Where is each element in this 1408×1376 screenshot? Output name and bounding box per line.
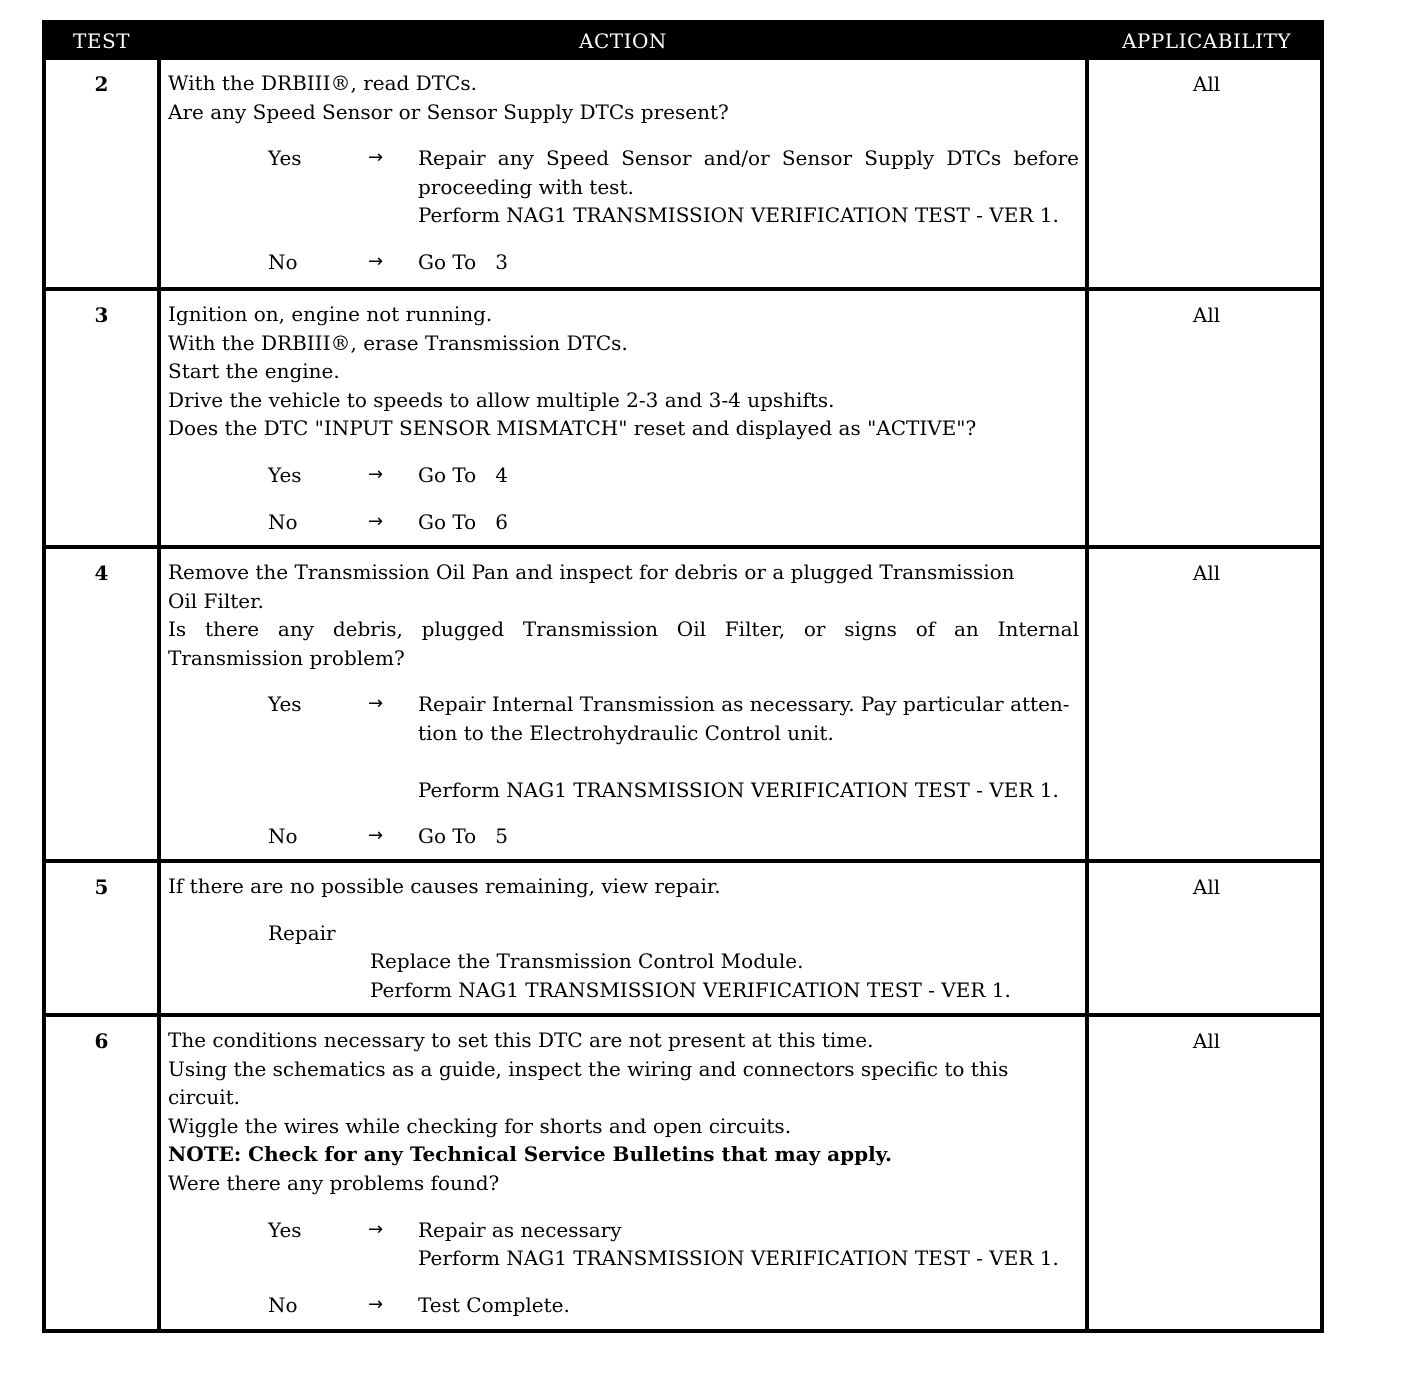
yes-text: Perform NAG1 TRANSMISSION VERIFICATION TEST - VER 1. [418, 203, 1059, 228]
yes-option [268, 1216, 1079, 1273]
yes-text: Perform NAG1 TRANSMISSION VERIFICATION TEST - VER 1. [418, 1246, 1059, 1271]
action-line: Using the schematics as a guide, inspect the wiring and connectors specific to this [168, 1056, 1009, 1081]
action-line: circuit. [168, 1085, 241, 1110]
no-label: No [268, 1292, 298, 1317]
action-line: The conditions necessary to set this DTC are not present at this time. [168, 1028, 874, 1052]
arrow-right-icon: → [368, 693, 384, 715]
action-line: Does the DTC "INPUT SENSOR MISMATCH" reset and displayed as "ACTIVE"? [168, 416, 977, 441]
applicability-value: All [1192, 875, 1221, 899]
action-line: Oil Filter. [168, 588, 264, 613]
note-line: NOTE: Check for any Technical Service Bulletins that may apply. [168, 1142, 892, 1167]
arrow-right-icon: → [368, 1293, 384, 1315]
action-line: Were there any problems found? [168, 1170, 500, 1195]
action-line: Start the engine. [168, 359, 340, 384]
applicability-value: All [1192, 561, 1221, 585]
arrow-right-icon: → [368, 250, 384, 272]
yes-label: Yes [268, 692, 302, 717]
yes-label: Yes [268, 1217, 302, 1242]
test-number: 5 [94, 875, 109, 899]
action-line: Ignition on, engine not running. [168, 302, 493, 326]
repair-label: Repair [268, 920, 336, 945]
yes-text: Go To 4 [418, 462, 508, 487]
no-option [268, 1291, 1079, 1320]
yes-option [268, 144, 1079, 230]
arrow-right-icon: → [368, 510, 384, 532]
applicability-value: All [1192, 1029, 1221, 1053]
yes-label: Yes [268, 146, 302, 171]
action-line: Is there any debris, plugged Transmission Oil Filter, or signs of an Internal [168, 617, 1079, 642]
test-action [161, 1017, 1085, 1332]
no-label: No [268, 509, 298, 534]
yes-text: Repair any Speed Sensor and/or Sensor Supply DTCs before [418, 146, 1079, 171]
yes-text: tion to the Electrohydraulic Control unit. [418, 720, 834, 745]
yes-option [268, 690, 1079, 804]
test-action [161, 549, 1085, 859]
yes-text: proceeding with test. [418, 174, 634, 199]
no-text: Test Complete. [418, 1292, 570, 1317]
action-line: Drive the vehicle to speeds to allow multiple 2-3 and 3-4 upshifts. [168, 387, 835, 412]
test-action [161, 291, 1085, 545]
no-text: Go To 5 [418, 824, 508, 849]
repair-text: Replace the Transmission Control Module. [370, 949, 804, 974]
test-action [161, 60, 1085, 287]
test-number: 3 [94, 303, 109, 327]
no-text: Go To 6 [418, 509, 508, 534]
yes-option [268, 461, 1079, 490]
test-action [161, 863, 1085, 1013]
no-option [268, 822, 1079, 851]
test-number: 4 [94, 561, 109, 585]
yes-label: Yes [268, 462, 302, 487]
test-number: 2 [94, 72, 109, 96]
action-line: Transmission problem? [168, 645, 405, 670]
repair-text: Perform NAG1 TRANSMISSION VERIFICATION TEST - VER 1. [370, 977, 1011, 1002]
arrow-right-icon: → [368, 463, 384, 485]
header-action: ACTION [157, 20, 1089, 60]
test-number: 6 [94, 1029, 109, 1053]
applicability-value: All [1192, 303, 1221, 327]
yes-text: Repair as necessary [418, 1217, 622, 1242]
no-option [268, 248, 1079, 277]
no-label: No [268, 249, 298, 274]
arrow-right-icon: → [368, 147, 384, 169]
repair-body [370, 947, 1079, 1004]
applicability-value: All [1192, 72, 1221, 96]
no-label: No [268, 824, 298, 849]
arrow-right-icon: → [368, 1218, 384, 1240]
no-option [268, 508, 1079, 537]
header-applicability: APPLICABILITY [1089, 20, 1324, 60]
action-line: Are any Speed Sensor or Sensor Supply DTCs present? [168, 99, 729, 124]
diagnostic-test-table [42, 20, 1324, 1333]
action-line: If there are no possible causes remaining, view repair. [168, 874, 721, 898]
header-test: TEST [46, 20, 157, 60]
yes-text: Repair Internal Transmission as necessary. Pay particular atten- [418, 692, 1070, 717]
action-line: Wiggle the wires while checking for shorts and open circuits. [168, 1113, 792, 1138]
no-text: Go To 3 [418, 249, 508, 274]
action-line: With the DRBIII®, erase Transmission DTCs. [168, 330, 628, 355]
action-line: With the DRBIII®, read DTCs. [168, 71, 477, 95]
action-line: Remove the Transmission Oil Pan and inspect for debris or a plugged Transmission [168, 560, 1015, 584]
yes-text: Perform NAG1 TRANSMISSION VERIFICATION TEST - VER 1. [418, 777, 1059, 802]
arrow-right-icon: → [368, 825, 384, 847]
